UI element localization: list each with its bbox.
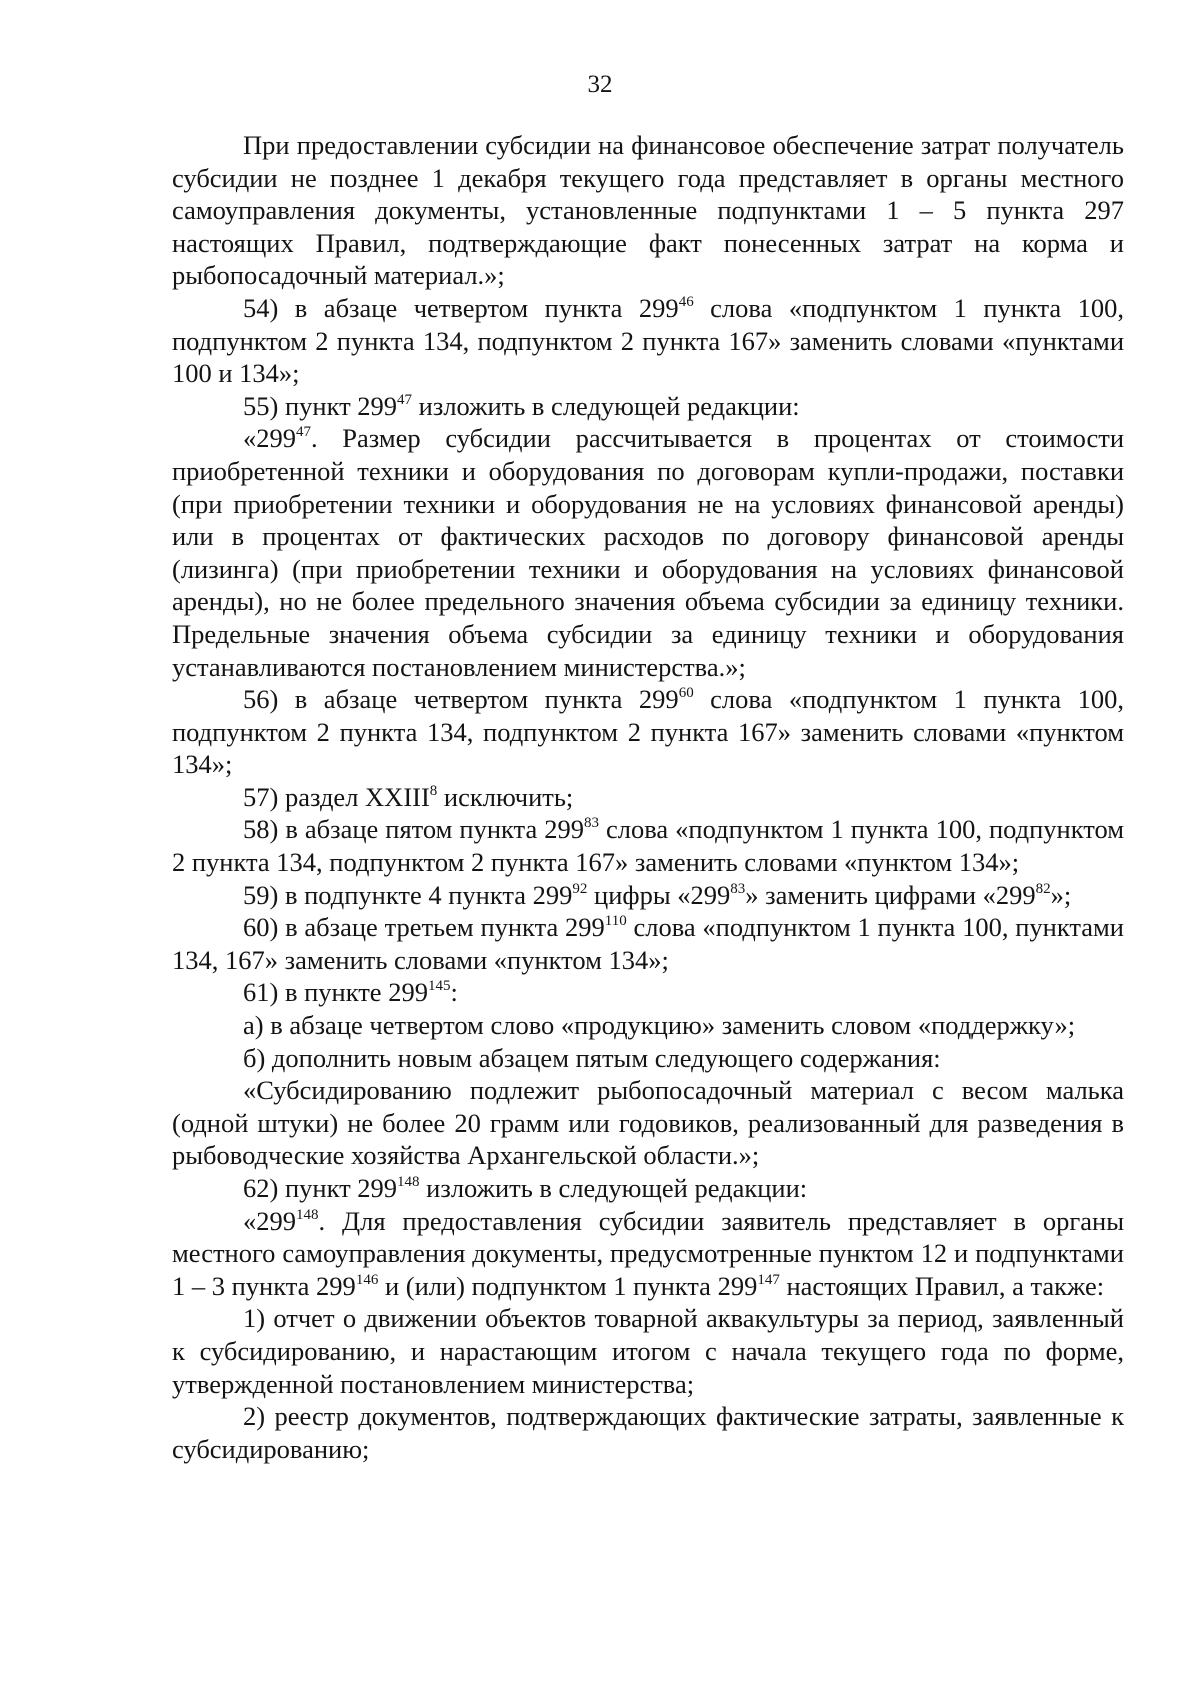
paragraph: 2) реестр документов, подтверждающих фактические затраты, заявленные к субсидированию; (172, 1401, 1124, 1464)
paragraph: 56) в абзаце четвертом пункта $299^{60}$ слова «подпунктом 1 пункта 100, подпунктом 2 пункта 134, подпунктом 2 пункта 167» заменить словами «пунктом 134»; (172, 684, 1124, 780)
paragraph: 58) в абзаце пятом пункта $299^{83}$ слова «подпунктом 1 пункта 100, подпунктом 2 пункта 134, подпунктом 2 пункта 167» заменить словами «пунктом 134»; (172, 814, 1124, 878)
superscript: 47 (397, 391, 413, 408)
superscript: 147 (757, 1271, 780, 1288)
paragraph: б) дополнить новым абзацем пятым следующего содержания: (243, 1042, 941, 1073)
page-number: 32 (587, 71, 613, 98)
paragraph: «Субсидированию подлежит рыбопосадочный материал с весом малька (одной штуки) не более 20 грамм или годовиков, реализованный для разведения в рыбоводческие хозяйства Архангельской области.»; (172, 1075, 1124, 1171)
superscript: 46 (678, 293, 694, 310)
paragraph: 59) в подпункте 4 пункта $299^{92}$ цифры «$299^{83}$» заменить цифрами «$299^{82}$»; (243, 879, 1072, 910)
paragraph: 54) в абзаце четвертом пункта $299^{46}$ слова «подпунктом 1 пункта 100, подпунктом 2 пункта 134, подпунктом 2 пункта 167» заменить словами «пунктами 100 и 134»; (172, 292, 1124, 389)
superscript: 83 (730, 880, 746, 897)
paragraph: 1) отчет о движении объектов товарной аквакультуры за период, заявленный к субсидированию, и нарастающим итогом с начала текущего года по форме, утвержденной постановлением министерства; (172, 1303, 1124, 1399)
paragraph: «$299^{47}$. Размер субсидии рассчитывается в процентах от стоимости приобретенной техники и оборудования по договорам купли-продажи, поставки (при приобретении техники и оборудования не на условиях финансовой аренды) или в процентах от фактических расходов по договору финансовой аренды (лизинга) (при приобретении техники и оборудования на условиях финансовой аренды), но не более предельного значения объема субсидии за единицу техники. Предельные значения объема субсидии за единицу техники и оборудования устанавливаются постановлением министерства.»; (172, 423, 1124, 682)
superscript: 148 (296, 1206, 319, 1223)
paragraph: 55) пункт $299^{47}$ изложить в следующей редакции: (243, 390, 800, 421)
superscript: 146 (355, 1271, 379, 1288)
paragraph: «$299^{148}$. Для предоставления субсидии заявитель представляет в органы местного самоуправления документы, предусмотренные пунктом 12 и подпунктами 1 – 3 пункта $299^{146}$ и (или) подпунктом 1 пункта $299^{147}$ настоящих Правил, а также: (172, 1205, 1124, 1301)
paragraph: При предоставлении субсидии на финансовое обеспечение затрат получатель субсидии не позднее 1 декабря текущего года представляет в органы местного самоуправления документы, установленные подпунктами 1 – 5 пункта 297 настоящих Правил, подтверждающие факт понесенных затрат на корма и рыбопосадочный материал.»; (172, 130, 1124, 291)
superscript: 47 (296, 424, 311, 441)
superscript: 60 (678, 685, 694, 702)
paragraph: 60) в абзаце третьем пункта $299^{110}$ слова «подпунктом 1 пункта 100, пунктами 134, 167» заменить словами «пунктом 134»; (172, 912, 1124, 975)
superscript: 92 (572, 880, 588, 897)
superscript: 110 (604, 913, 627, 930)
paragraph: 57) раздел XXIII$^8$ исключить; (243, 781, 574, 812)
document-body (172, 129, 1124, 1465)
paragraph: 62) пункт $299^{148}$ изложить в следующей редакции: (243, 1173, 808, 1203)
superscript: 148 (397, 1174, 420, 1190)
superscript: 145 (427, 978, 451, 995)
superscript: 83 (584, 815, 599, 832)
paragraph: 61) в пункте $299^{145}$: (243, 977, 458, 1008)
paragraph: а) в абзаце четвертом слово «продукцию» заменить словом «поддержку»; (243, 1010, 1076, 1041)
superscript: 82 (1035, 880, 1051, 897)
superscript: 8 (429, 782, 438, 799)
